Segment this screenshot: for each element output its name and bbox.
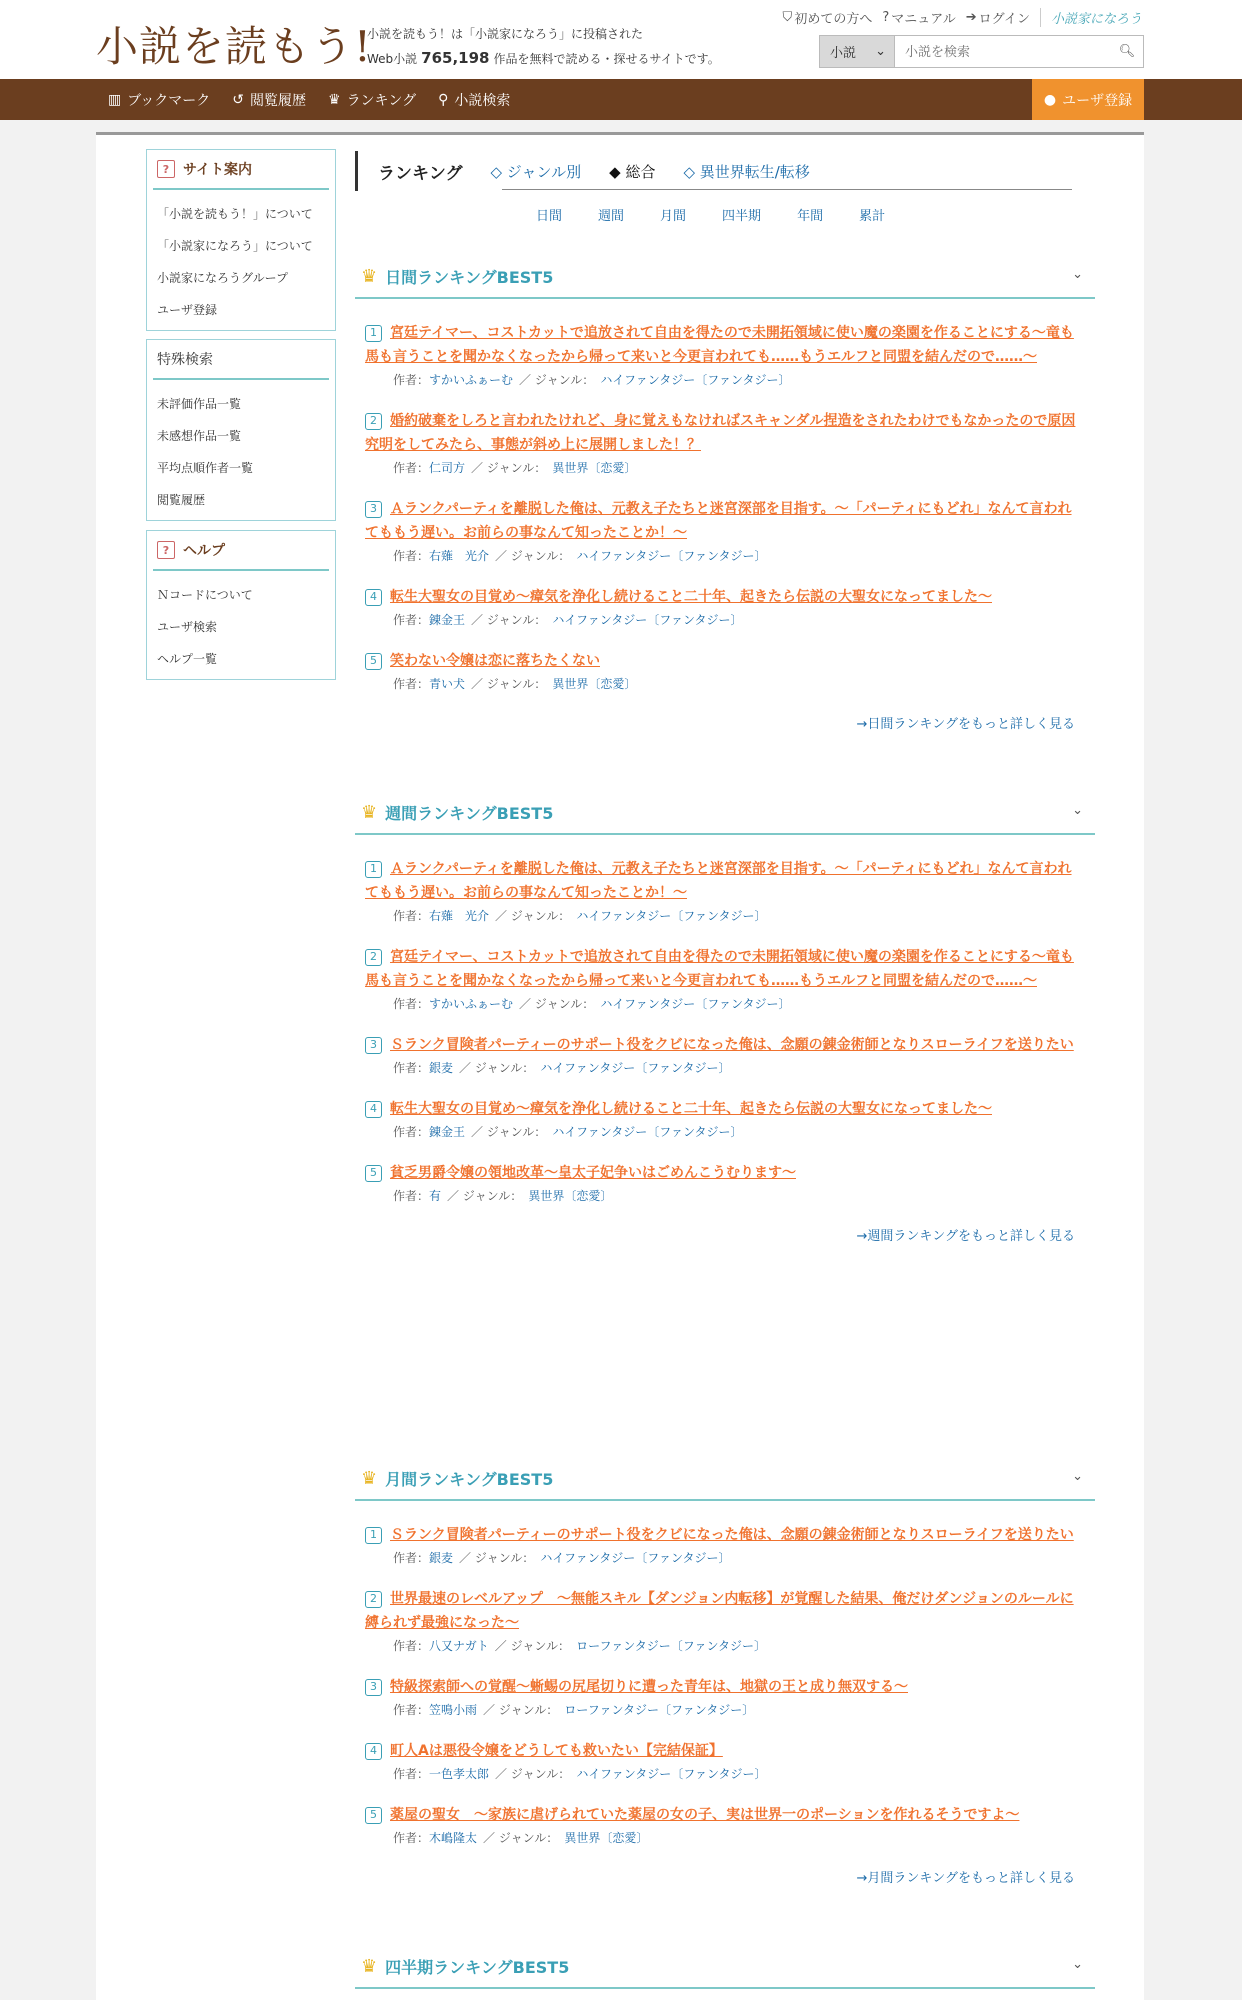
genre-link[interactable]: 異世界〔恋愛〕 [552, 461, 637, 475]
search-button[interactable] [1111, 36, 1143, 67]
chevron-down-icon[interactable]: ⌄ [1072, 803, 1083, 818]
sidebar-item-avg-authors[interactable]: 平均点順作者一覧 [157, 461, 254, 475]
rank-badge: 2 [365, 949, 382, 966]
link-beginners[interactable]: ⛉ 初めての方へ [782, 10, 873, 27]
section-header[interactable] [355, 791, 1095, 835]
user-register-button[interactable]: ● ユーザ登録 [1032, 79, 1144, 120]
ranking-entry: 3 特級探索師への覚醒～蜥蜴の尻尾切りに遭った青年は、地獄の王と成り無双する～ 作者：笠鳴小雨 ／ ジャンル： ローファンタジー〔ファンタジー〕 [365, 1675, 1095, 1721]
period-yearly[interactable]: 年間 [797, 209, 824, 224]
section-title: 日間ランキングBEST5 [385, 267, 554, 287]
genre-link[interactable]: ローファンタジー〔ファンタジー〕 [576, 1639, 767, 1653]
site-tagline: 小説を読もう！は「小説家になろう」に投稿された Web小説 765,198 作品を無料で読める・探せるサイトです。 [367, 27, 720, 67]
ranking-entry: 4 転生大聖女の目覚め～瘴気を浄化し続けること二十年、起きたら伝説の大聖女になってました～ 作者：錬金王 ／ ジャンル： ハイファンタジー〔ファンタジー〕 [365, 585, 1095, 631]
genre-link[interactable]: ハイファンタジー〔ファンタジー〕 [540, 1061, 731, 1075]
site-header [0, 0, 1242, 79]
novel-title-link[interactable]: 宮廷テイマー、コストカットで追放されて自由を得たので未開拓領域に使い魔の楽園を作ることにする～竜も馬も言うことを聞かなくなったから帰って来いと今更言われても……もうエルフと同盟を結んだので……～ [365, 949, 1074, 989]
ranking-entry: 5 薬屋の聖女 ～家族に虐げられていた薬屋の女の子、実は世界一のポーションを作れるそうですよ～ 作者：木嶋隆太 ／ ジャンル： 異世界〔恋愛〕 [365, 1803, 1095, 1849]
author-link[interactable]: すかいふぁーむ [429, 997, 514, 1011]
history-icon: ↺ [232, 91, 244, 108]
shield-icon: ⛉ [782, 10, 793, 25]
ranking-section [355, 1457, 1095, 1886]
rank-badge: 3 [365, 1679, 382, 1696]
period-quarterly[interactable]: 四半期 [722, 209, 762, 224]
sidebar-item-help-list[interactable]: ヘルプ一覧 [157, 652, 218, 666]
sidebar-item-no-review[interactable]: 未感想作品一覧 [157, 429, 242, 443]
author-link[interactable]: 銀麦 [429, 1061, 454, 1075]
rank-badge: 4 [365, 589, 382, 606]
ranking-entry: 2 婚約破棄をしろと言われたけれど、身に覚えもなければスキャンダル捏造をされたわけでもなかったので原因究明をしてみたら、事態が斜め上に展開しました！？ 作者：仁司方 ／ ジャンル： 異世界〔恋愛〕 [365, 413, 1076, 475]
login-icon: ➔ [965, 10, 977, 25]
rank-badge: 5 [365, 1807, 382, 1824]
ranking-entry: 1 Ｓランク冒険者パーティーのサポート役をクビになった俺は、念願の錬金術師となりスローライフを送りたい 作者：銀麦 ／ ジャンル： ハイファンタジー〔ファンタジー〕 [365, 1523, 1095, 1569]
section-header[interactable] [355, 255, 1095, 299]
header-links [783, 8, 1142, 27]
author-link[interactable]: 八又ナガト [429, 1639, 489, 1653]
rank-badge: 1 [365, 861, 382, 878]
period-weekly[interactable]: 週間 [598, 209, 625, 224]
novel-count: 765,198 [421, 49, 490, 67]
novel-title-link[interactable]: 薬屋の聖女 ～家族に虐げられていた薬屋の女の子、実は世界一のポーションを作れるそうですよ～ [390, 1807, 1020, 1823]
sidebar-item-user-search[interactable]: ユーザ検索 [157, 620, 218, 634]
rank-badge: 2 [365, 413, 382, 430]
rank-badge: 3 [365, 1037, 382, 1054]
search-icon: ⚲ [438, 91, 449, 108]
more-ranking-link[interactable]: →月間ランキングをもっと詳しく見る [856, 1871, 1075, 1886]
narou-logo[interactable]: 小説家になろう [1040, 8, 1142, 27]
site-logo[interactable]: 小説を読もう! [96, 22, 372, 71]
period-total[interactable]: 累計 [859, 209, 886, 224]
rank-badge: 5 [365, 1165, 382, 1182]
help-icon: ? [882, 10, 890, 25]
genre-link[interactable]: ハイファンタジー〔ファンタジー〕 [552, 1125, 743, 1139]
author-link[interactable]: 錬金王 [429, 1125, 466, 1139]
genre-link[interactable]: ハイファンタジー〔ファンタジー〕 [576, 549, 767, 563]
author-link[interactable]: 有 [429, 1189, 442, 1203]
search-input[interactable] [895, 36, 1111, 67]
bookmark-icon: ▥ [108, 91, 122, 108]
author-link[interactable]: 右薙 光介 [429, 549, 490, 563]
sidebar-help: ? ヘルプ Ｎコードについて ユーザ検索 ヘルプ一覧 [146, 530, 336, 680]
genre-link[interactable]: ハイファンタジー〔ファンタジー〕 [552, 613, 743, 627]
ranking-entry: 1 宮廷テイマー、コストカットで追放されて自由を得たので未開拓領域に使い魔の楽園を作ることにする～竜も馬も言うことを聞かなくなったから帰って来いと今更言われても……もうエルフと同盟を結んだので……～ 作者：すかいふぁーむ ／ ジャンル： ハイファンタジー〔ファンタジー〕 [365, 325, 1074, 387]
link-manual[interactable]: ? マニュアル [882, 10, 956, 27]
rank-badge: 1 [365, 325, 382, 342]
ranking-entry: 2 宮廷テイマー、コストカットで追放されて自由を得たので未開拓領域に使い魔の楽園を作ることにする～竜も馬も言うことを聞かなくなったから帰って来いと今更言われても……もうエルフと同盟を結んだので……～ 作者：すかいふぁーむ ／ ジャンル： ハイファンタジー〔ファンタジー〕 [365, 949, 1074, 1011]
genre-link[interactable]: ハイファンタジー〔ファンタジー〕 [576, 909, 767, 923]
novel-title-link[interactable]: 特級探索師への覚醒～蜥蜴の尻尾切りに遭った青年は、地獄の王と成り無双する～ [390, 1679, 908, 1695]
sidebar-item-register[interactable]: ユーザ登録 [157, 303, 218, 317]
rank-badge: 4 [365, 1101, 382, 1118]
section-title: 月間ランキングBEST5 [385, 1469, 554, 1489]
ranking-entry: 4 町人Aは悪役令嬢をどうしても救いたい【完結保証】 作者：一色孝太郎 ／ ジャンル： ハイファンタジー〔ファンタジー〕 [365, 1739, 1095, 1785]
sidebar-item-ncode[interactable]: Ｎコードについて [157, 588, 253, 602]
search-bar [819, 35, 1144, 68]
sidebar-item-about-yomou[interactable]: 「小説を読もう！」について [157, 207, 313, 221]
period-tabs [536, 205, 921, 224]
rank-badge: 2 [365, 1591, 382, 1608]
author-link[interactable]: 銀麦 [429, 1551, 454, 1565]
crown-icon: ♛ [361, 801, 378, 823]
section-title: 週間ランキングBEST5 [385, 803, 554, 823]
rank-badge: 3 [365, 501, 382, 518]
period-monthly[interactable]: 月間 [660, 209, 687, 224]
genre-link[interactable]: 異世界〔恋愛〕 [552, 677, 637, 691]
more-ranking-link[interactable]: →週間ランキングをもっと詳しく見る [856, 1229, 1075, 1244]
genre-link[interactable]: ハイファンタジー〔ファンタジー〕 [600, 997, 791, 1011]
novel-title-link[interactable]: 転生大聖女の目覚め～瘴気を浄化し続けること二十年、起きたら伝説の大聖女になってました～ [390, 1101, 992, 1117]
nav-bookmark[interactable]: ▥ ブックマーク [108, 91, 211, 109]
ranking-entry: 3 Ｓランク冒険者パーティーのサポート役をクビになった俺は、念願の錬金術師となりスローライフを送りたい 作者：銀麦 ／ ジャンル： ハイファンタジー〔ファンタジー〕 [365, 1033, 1095, 1079]
sidebar-special-search: 特殊検索 未評価作品一覧 未感想作品一覧 平均点順作者一覧 閲覧履歴 [146, 339, 336, 521]
sidebar-item-history[interactable]: 閲覧履歴 [157, 493, 206, 507]
crown-icon: ♛ [361, 1955, 378, 1977]
nav-history[interactable]: ↺ 閲覧履歴 [232, 91, 306, 109]
tab-overall[interactable]: ◆ 総合 [609, 162, 656, 181]
nav-search[interactable]: ⚲ 小説検索 [438, 91, 511, 109]
novel-title-link[interactable]: Ａランクパーティを離脱した俺は、元教え子たちと迷宮深部を目指す。～「パーティにもどれ」なんて言われてももう遅い。お前らの事なんて知ったことか！～ [365, 501, 1072, 541]
genre-link[interactable]: ハイファンタジー〔ファンタジー〕 [576, 1767, 767, 1781]
genre-link[interactable]: ハイファンタジー〔ファンタジー〕 [540, 1551, 731, 1565]
chevron-down-icon[interactable]: ⌄ [1072, 1469, 1083, 1484]
novel-title-link[interactable]: 貧乏男爵令嬢の領地改革～皇太子妃争いはごめんこうむります～ [390, 1165, 796, 1181]
search-icon: 🔍︎ [1118, 44, 1136, 59]
author-link[interactable]: すかいふぁーむ [429, 373, 514, 387]
rank-badge: 5 [365, 653, 382, 670]
novel-title-link[interactable]: Ｓランク冒険者パーティーのサポート役をクビになった俺は、念願の錬金術師となりスローライフを送りたい [390, 1037, 1074, 1053]
sidebar-item-unrated[interactable]: 未評価作品一覧 [157, 397, 242, 411]
question-icon: ? [157, 541, 175, 559]
author-link[interactable]: 一色孝太郎 [429, 1767, 490, 1781]
nav-ranking[interactable]: ♛ ランキング [328, 91, 417, 109]
novel-title-link[interactable]: Ｓランク冒険者パーティーのサポート役をクビになった俺は、念願の錬金術師となりスローライフを送りたい [390, 1527, 1074, 1543]
more-ranking-link[interactable]: →日間ランキングをもっと詳しく見る [856, 717, 1075, 732]
link-login[interactable]: ➔ ログイン [965, 10, 1030, 27]
genre-link[interactable]: 異世界〔恋愛〕 [528, 1189, 613, 1203]
crown-icon: ♛ [361, 265, 378, 287]
chevron-down-icon: ⌄ [875, 44, 886, 59]
ranking-section [355, 791, 1095, 1244]
divider [502, 189, 1072, 190]
search-category-select[interactable]: 小説 ⌄ [820, 36, 895, 67]
genre-link[interactable]: ローファンタジー〔ファンタジー〕 [564, 1703, 755, 1717]
section-header[interactable] [355, 1945, 1095, 1989]
tab-genre[interactable]: ◇ ジャンル別 [490, 162, 582, 181]
chevron-down-icon[interactable]: ⌄ [1072, 1957, 1083, 1972]
user-icon: ● [1043, 91, 1057, 108]
ranking-entry: 5 笑わない令嬢は恋に落ちたくない 作者：青い犬 ／ ジャンル： 異世界〔恋愛〕 [365, 649, 1095, 695]
sidebar-item-about-narou[interactable]: 「小説家になろう」について [157, 239, 313, 253]
novel-title-link[interactable]: Ａランクパーティを離脱した俺は、元教え子たちと迷宮深部を目指す。～「パーティにもどれ」なんて言われてももう遅い。お前らの事なんて知ったことか！～ [365, 861, 1072, 901]
author-link[interactable]: 木嶋隆太 [429, 1831, 478, 1845]
ranking-entry: 3 Ａランクパーティを離脱した俺は、元教え子たちと迷宮深部を目指す。～「パーティにもどれ」なんて言われてももう遅い。お前らの事なんて知ったことか！～ 作者：右薙 光介 ／ ジャンル： ハイファンタジー〔ファンタジー〕 [365, 501, 1072, 563]
sidebar-site-info: ? サイト案内 「小説を読もう！」について 「小説家になろう」について 小説家になろうグループ ユーザ登録 [146, 149, 336, 331]
genre-link[interactable]: 異世界〔恋愛〕 [564, 1831, 649, 1845]
author-link[interactable]: 青い犬 [429, 677, 466, 691]
question-icon: ? [157, 160, 175, 178]
novel-title-link[interactable]: 町人Aは悪役令嬢をどうしても救いたい【完結保証】 [390, 1743, 723, 1759]
period-daily[interactable]: 日間 [536, 209, 563, 224]
author-link[interactable]: 錬金王 [429, 613, 466, 627]
chevron-down-icon[interactable]: ⌄ [1072, 267, 1083, 282]
ranking-entry: 5 貧乏男爵令嬢の領地改革～皇太子妃争いはごめんこうむります～ 作者：有 ／ ジャンル： 異世界〔恋愛〕 [365, 1161, 1095, 1207]
genre-link[interactable]: ハイファンタジー〔ファンタジー〕 [600, 373, 791, 387]
author-link[interactable]: 仁司方 [429, 461, 466, 475]
novel-title-link[interactable]: 世界最速のレベルアップ ～無能スキル【ダンジョン内転移】が覚醒した結果、俺だけダンジョンのルールに縛られず最強になった～ [365, 1591, 1074, 1631]
section-title: 四半期ランキングBEST5 [385, 1957, 570, 1977]
tab-isekai[interactable]: ◇ 異世界転生/転移 [683, 162, 810, 181]
page-title: ランキング [378, 163, 463, 184]
section-header[interactable] [355, 1457, 1095, 1501]
novel-title-link[interactable]: 転生大聖女の目覚め～瘴気を浄化し続けること二十年、起きたら伝説の大聖女になってました～ [390, 589, 992, 605]
novel-title-link[interactable]: 笑わない令嬢は恋に落ちたくない [390, 653, 600, 669]
novel-title-link[interactable]: 婚約破棄をしろと言われたけれど、身に覚えもなければスキャンダル捏造をされたわけでもなかったので原因究明をしてみたら、事態が斜め上に展開しました！？ [365, 413, 1076, 453]
ranking-header [355, 151, 810, 191]
author-link[interactable]: 笠鳴小雨 [429, 1703, 478, 1717]
main-content [96, 132, 1144, 2000]
ranking-section [355, 1945, 1095, 1989]
rank-badge: 1 [365, 1527, 382, 1544]
main-nav [0, 79, 1242, 120]
ranking-entry: 4 転生大聖女の目覚め～瘴気を浄化し続けること二十年、起きたら伝説の大聖女になってました～ 作者：錬金王 ／ ジャンル： ハイファンタジー〔ファンタジー〕 [365, 1097, 1095, 1143]
novel-title-link[interactable]: 宮廷テイマー、コストカットで追放されて自由を得たので未開拓領域に使い魔の楽園を作ることにする～竜も馬も言うことを聞かなくなったから帰って来いと今更言われても……もうエルフと同盟を結んだので……～ [365, 325, 1074, 365]
ranking-section [355, 255, 1095, 732]
ranking-entry: 2 世界最速のレベルアップ ～無能スキル【ダンジョン内転移】が覚醒した結果、俺だけダンジョンのルールに縛られず最強になった～ 作者：八又ナガト ／ ジャンル： ローファンタジー〔ファンタジー〕 [365, 1591, 1074, 1653]
crown-icon: ♛ [361, 1467, 378, 1489]
author-link[interactable]: 右薙 光介 [429, 909, 490, 923]
sidebar-item-group[interactable]: 小説家になろうグループ [157, 271, 289, 285]
rank-badge: 4 [365, 1743, 382, 1760]
ranking-entry: 1 Ａランクパーティを離脱した俺は、元教え子たちと迷宮深部を目指す。～「パーティにもどれ」なんて言われてももう遅い。お前らの事なんて知ったことか！～ 作者：右薙 光介 ／ ジャンル： ハイファンタジー〔ファンタジー〕 [365, 861, 1072, 923]
crown-icon: ♛ [328, 91, 341, 108]
